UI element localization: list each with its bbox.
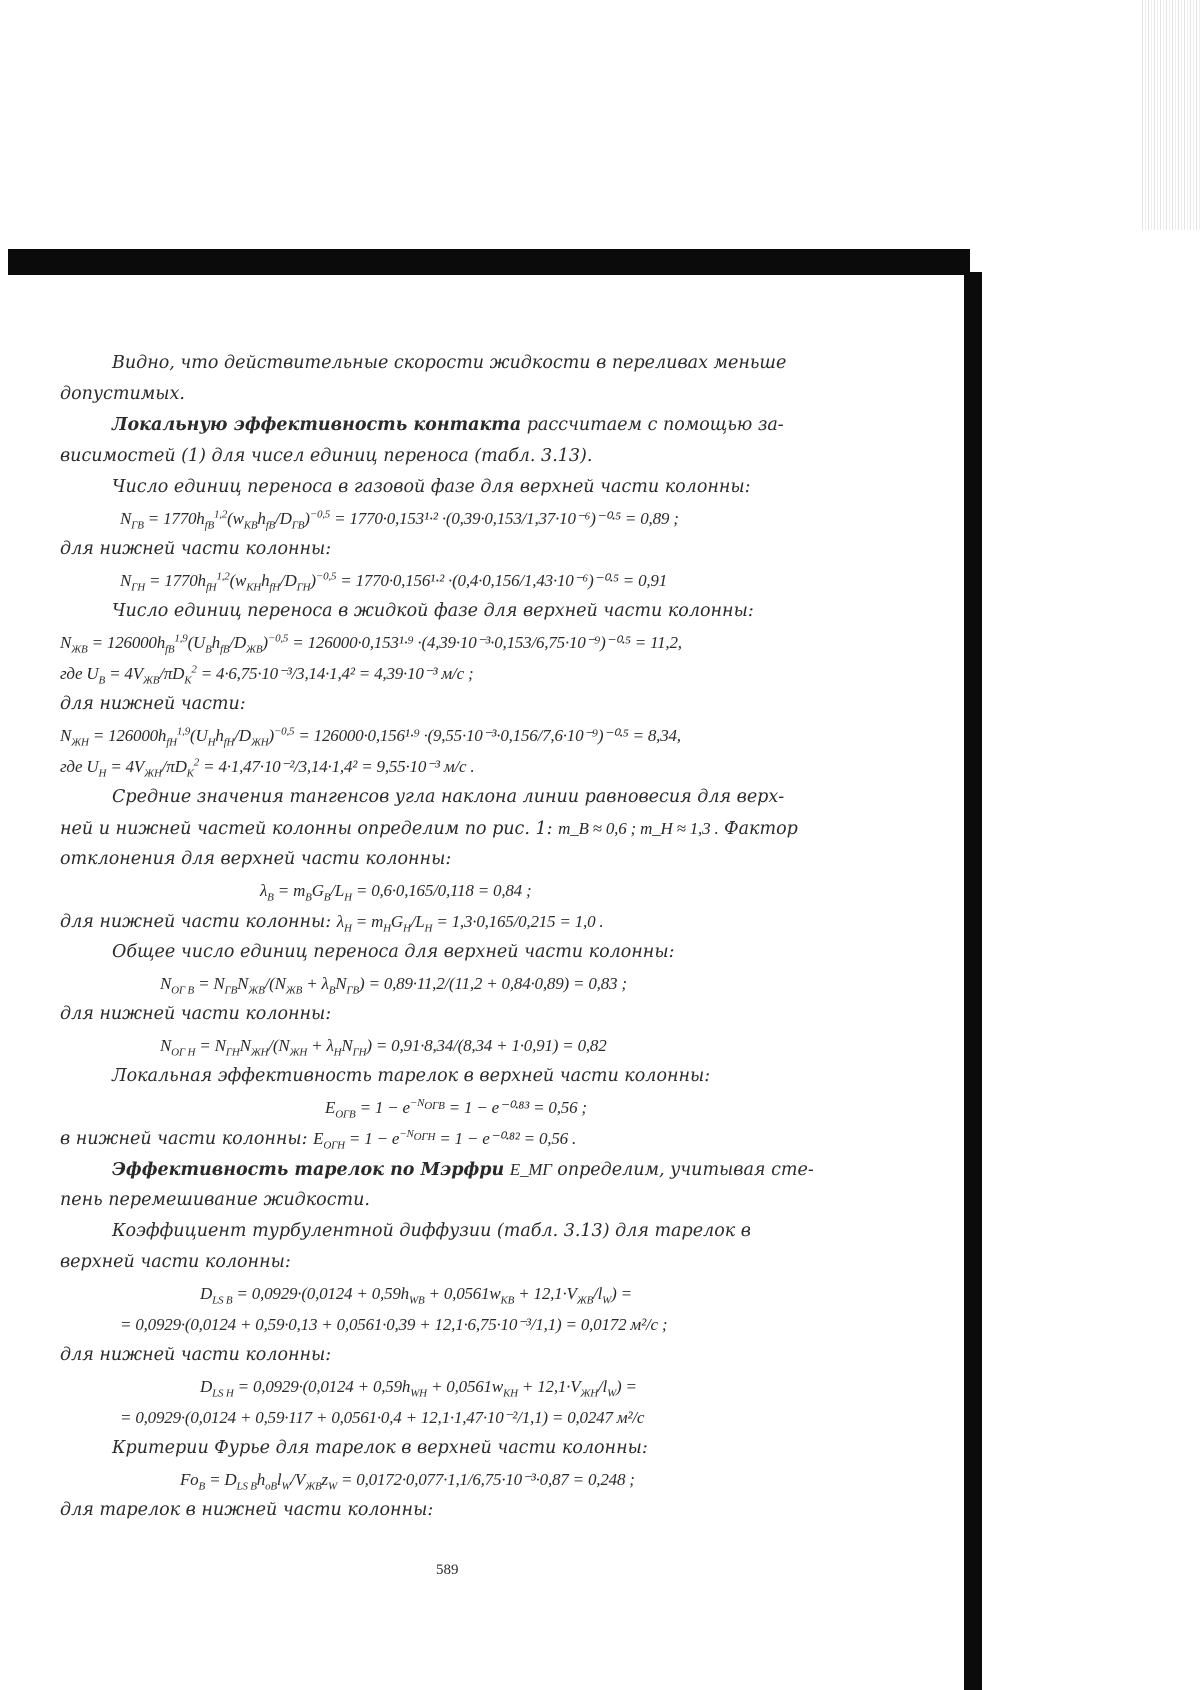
formula: $E_{ОГВ} = 1 - e^{-N_{ОГВ}} = 1 - e^{-0}\cdot^{83} = 0,56$ ; — [325, 1097, 587, 1121]
section-heading: Локальную эффективность контакта — [112, 415, 522, 435]
paragraph-line: Коэффициент турбулентной диффузии (табл. 3.13) для тарелок в — [112, 1221, 751, 1241]
formula-line — [60, 1464, 840, 1495]
scan-border-right — [964, 272, 982, 1690]
paragraph-line: ней и нижней частей колонны определим по рис. 1: m_В ≈ 0,6 ; m_Н ≈ 1,3 . Фактор — [60, 819, 798, 839]
paragraph-line: для тарелок в нижней части колонны: — [60, 1500, 434, 1520]
paragraph-line: пень перемешивание жидкости. — [60, 1190, 370, 1210]
formula-line — [60, 751, 840, 782]
paragraph-line: допустимых. — [60, 384, 185, 404]
section-heading: Эффективность тарелок по Мэрфри — [112, 1160, 505, 1180]
paragraph-line: верхней части колонны: — [60, 1252, 291, 1272]
formula: m_В ≈ 0,6 ; m_Н ≈ 1,3 . — [558, 819, 719, 838]
formula-line — [60, 1030, 840, 1061]
formula: E_МГ — [509, 1160, 552, 1179]
scan-edge-noise — [1142, 0, 1200, 230]
formula-line — [60, 1402, 840, 1433]
formula-line — [60, 875, 840, 906]
formula: $D_{LS В} = 0,0929\cdot(0,0124 + 0,59h_{WВ} + 0,0561w_{КВ} + 12,1\cdot V_{ЖВ}/l_W)$ = — [200, 1284, 632, 1307]
paragraph-line: Локальная эффективность тарелок в верхней части колонны: — [112, 1066, 711, 1086]
formula: $E_{ОГН} = 1 - e^{-N_{ОГН}} = 1 - e^{-0}\cdot^{82} = 0,56$ . — [313, 1128, 577, 1152]
page-number: 589 — [436, 1562, 459, 1578]
paragraph-line: в нижней части колонны: $E_{ОГН} = 1 - e^{-N_{ОГН}} = 1 - e^{-0}\cdot^{82} = 0,56$ . — [60, 1128, 577, 1152]
formula-line — [60, 658, 840, 689]
formula: где $U_В = 4V_{ЖВ}/\pi D_К^2 = 4\cdot 6,75\cdot 10^{-3}/3,14\cdot 1,4^2 = 4,39\cdot 10^{-3}$ м/с ; — [60, 663, 474, 687]
formula-line — [60, 503, 840, 534]
formula: $\lambda_Н = m_НG_Н/L_Н = 1,3\cdot 0,165/0,215 = 1,0$ . — [336, 912, 604, 935]
paragraph-line: для нижней части колонны: $\lambda_Н = m_НG_Н/L_Н = 1,3\cdot 0,165/0,215 = 1,0$ . — [60, 912, 604, 935]
formula-line — [60, 1092, 840, 1123]
formula: $D_{LS Н} = 0,0929\cdot(0,0124 + 0,59h_{WН} + 0,0561w_{КН} + 12,1\cdot V_{ЖН}/l_W)$ = — [200, 1377, 637, 1400]
formula: $N_{ОГ В} = N_{ГВ}N_{ЖВ}/(N_{ЖВ} + \lambda_ВN_{ГВ}) = 0,89\cdot 11,2/(11,2 + 0,84\cdot 0,89) = 0,83$ ; — [160, 974, 627, 997]
paragraph-line: висимостей (1) для чисел единиц переноса (табл. 3.13). — [60, 446, 593, 466]
formula-line — [60, 1371, 840, 1402]
paragraph-line: для нижней части: — [60, 694, 246, 714]
formula: $N_{ЖН} = 126000h_{fН}^{1,9}(U_Нh_{fН}/D_{ЖН})^{-0,5} = 126000\cdot 0,156^1\cdot^9 \cdot(9,55\cdot 10^{-3}\cdot 0,156/7,6\cdot 10^{-9})^{-0}\cdot^5 = 8,34$, — [60, 725, 681, 749]
paragraph-line: Видно, что действительные скорости жидкости в переливах меньше — [112, 353, 787, 373]
paragraph-line: Критерии Фурье для тарелок в верхней части колонны: — [112, 1438, 648, 1458]
formula-line — [60, 1278, 840, 1309]
formula: $N_{ОГ Н} = N_{ГН}N_{ЖН}/(N_{ЖН} + \lambda_НN_{ГН}) = 0,91\cdot 8,34/(8,34 + 1\cdot 0,91) = 0,82$ — [160, 1036, 607, 1059]
paragraph-line: Число единиц переноса в газовой фазе для верхней части колонны: — [112, 477, 751, 497]
formula: $\lambda_В = m_ВG_В/L_Н = 0,6\cdot 0,165/0,118 = 0,84$ ; — [260, 881, 532, 904]
paragraph-line: Число единиц переноса в жидкой фазе для верхней части колонны: — [112, 601, 754, 621]
formula: где $U_Н = 4V_{ЖН}/\pi D_К^2 = 4\cdot 1,47\cdot 10^{-2}/3,14\cdot 1,4^2 = 9,55\cdot 10^{-3}$ м/с . — [60, 756, 475, 780]
formula-line — [60, 627, 840, 658]
paragraph-line: отклонения для верхней части колонны: — [60, 849, 452, 869]
formula-line — [60, 968, 840, 999]
formula: = 0,0929·(0,0124 + 0,59·117 + 0,0561·0,4 + 12,1·1,47·10⁻²/1,1) = 0,0247 м²/с — [120, 1408, 645, 1427]
paragraph-line: для нижней части колонны: — [60, 1004, 332, 1024]
formula-line — [60, 565, 840, 596]
paragraph-line: Локальную эффективность контакта рассчитаем с помощью за- — [112, 415, 784, 435]
paragraph-line: для нижней части колонны: — [60, 539, 332, 559]
paragraph-line: Эффективность тарелок по Мэрфри E_МГ определим, учитывая сте- — [112, 1160, 814, 1180]
page-text — [60, 348, 840, 1526]
scan-border-top — [8, 249, 970, 275]
formula: $N_{ГВ} = 1770h_{fВ}^{1,2}(w_{КВ}h_{fВ}/D_{ГВ})^{-0,5} = 1770\cdot 0,153^1\cdot^2 \cdot(0,39\cdot 0,153/1,37\cdot 10^{-6})^{-0}\cdot^5 = 0,89$ ; — [120, 508, 679, 532]
formula: = 0,0929·(0,0124 + 0,59·0,13 + 0,0561·0,39 + 12,1·6,75·10⁻³/1,1) = 0,0172 м²/с ; — [120, 1315, 668, 1334]
paragraph-line: Общее число единиц переноса для верхней части колонны: — [112, 942, 675, 962]
formula: $Fo_В = D_{LS В}h_{oВ}l_W/V_{ЖВ}z_W = 0,0172\cdot 0,077\cdot 1,1/6,75\cdot 10^{-3}\cdot 0,87 = 0,248$ ; — [180, 1470, 635, 1493]
formula-line — [60, 720, 840, 751]
formula: $N_{ЖВ} = 126000h_{fВ}^{1,9}(U_Вh_{fВ}/D_{ЖВ})^{-0,5} = 126000\cdot 0,153^1\cdot^9 \cdot(4,39\cdot 10^{-3}\cdot 0,153/6,75\cdot 10^{-9})^{-0}\cdot^5 = 11,2$, — [60, 632, 682, 656]
paragraph-line: для нижней части колонны: — [60, 1345, 332, 1365]
formula-line — [60, 1309, 840, 1340]
formula: $N_{ГН} = 1770h_{fН}^{1,2}(w_{КН}h_{fН}/D_{ГН})^{-0,5} = 1770\cdot 0,156^1\cdot^2 \cdot(0,4\cdot 0,156/1,43\cdot 10^{-6})^{-0}\cdot^5 = 0,91$ — [120, 570, 668, 594]
paragraph-line: Средние значения тангенсов угла наклона линии равновесия для верх- — [112, 787, 785, 807]
